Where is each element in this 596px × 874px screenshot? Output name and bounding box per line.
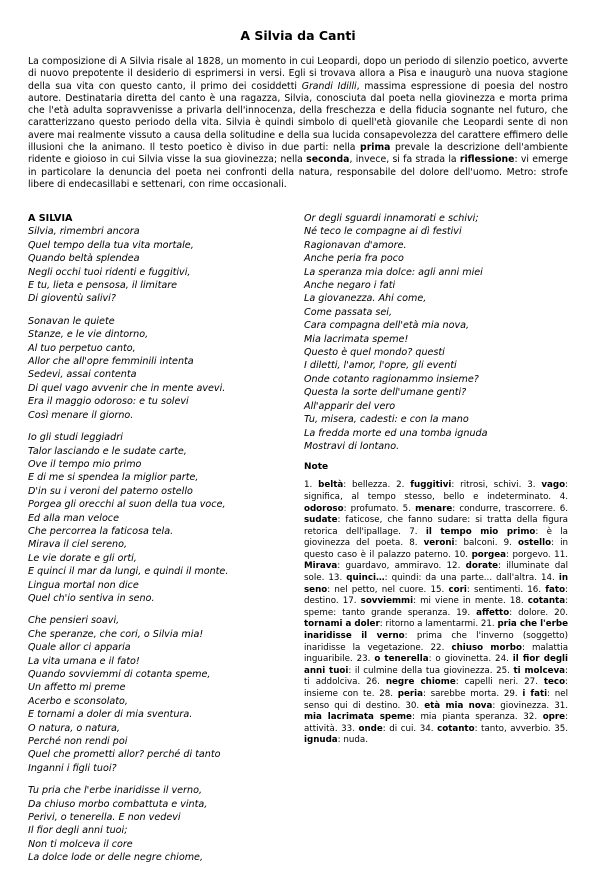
note-term: dorate [465, 561, 499, 572]
verse-line: Un affetto mi preme [28, 682, 126, 694]
verse-line: Ed alla man veloce [28, 512, 119, 524]
verse-line: Porgea gli orecchi al suon della tua voce, [28, 499, 226, 511]
notes-heading: Note [304, 462, 329, 473]
verse-line: Quel che prometti allor? perché di tanto [28, 749, 221, 761]
note-term: ti molceva [513, 665, 566, 676]
note-term: cotanto [437, 723, 475, 734]
stanza [28, 784, 290, 864]
verse-line: E di me si spendea la miglior parte, [28, 472, 199, 484]
note-term: il tempo mio primo [425, 526, 536, 537]
note-definition: sarebbe morta. [430, 689, 500, 699]
note-number: 27. [524, 677, 538, 688]
note-definition: quindi: da una parte... dall'altra. [391, 573, 537, 584]
stanza [28, 431, 290, 605]
note-term: pria che l'erbe inaridisse il verno [304, 619, 568, 642]
verse-line: D'in su i veroni del paterno ostello [28, 485, 193, 497]
note-number: 34. [419, 723, 434, 734]
note-term: ignuda [304, 735, 338, 746]
note-number: 25. [496, 665, 510, 676]
note-definition: attività. [304, 723, 338, 734]
note-number: 21. [480, 619, 495, 630]
notes-list: 1. beltà: bellezza. 2. fuggitivi: ritrosi, schivi. 3. vago: significa, al tempo stesso, bello e indeterminato. 4. odoroso: profumato. 5. menare: condurre, trascorrere. 6. sudate: faticose, che fanno sudare: si tratta della figura retorica dell'ipallage. 7. il tempo mio primo: è la giovinezza del poeta. 8. veroni: balconi. 9. ostello: in questo caso è il palazzo paterno. 10. porgea: porgevo. 11. Mirava: guardavo, ammiravo. 12. dorate: illuminate dal sole. 13. quinci…: quindi: da una parte... dall'altra. 14. in seno: nel petto, nel cuore. 15. cori: sentimenti. 16. fato: destino. 17. sovviemmi: mi viene in mente. 18. cotanta: speme: tanto grande speranza. 19. affetto: dolore. 20. tornami a doler: ritorno a lamentarmi. 21. pria che l'erbe inaridisse il verno: prima che l'inverno (soggetto) inaridisse la vegetazione. 22. chiuso morbo: malattia inguaribile. 23. o tenerella: o giovinetta. 24. il fior degli anni tuoi: il culmine della tua giovinezza. 25. ti molceva: ti addolciva. 26. negre chiome: capelli neri. 27. teco: insieme con te. 28. peria: sarebbe morta. 29. i fati: nel senso qui di destino. 30. età mia nova: giovinezza. 31. mia lacrimata speme: mia pianta speranza. 32. opre: attività. 33. onde: di cui. 34. cotanto: tanto, avverbio. 35. ignuda: nuda. [304, 480, 569, 746]
note-term: opre [542, 712, 566, 723]
note-definition: di cui. [389, 723, 417, 734]
intro-text-segment: Grandi Idilli [301, 80, 357, 92]
stanza [28, 315, 290, 422]
verse-line: E quinci il mar da lungi, e quindi il monte. [28, 566, 229, 578]
verse-line: Silvia, rimembri ancora [28, 226, 140, 238]
note-number: 3. [527, 480, 536, 491]
verse-line: La giovanezza. Ahi come, [304, 293, 427, 305]
note-definition: balconi. [463, 538, 498, 549]
verse-line: Acerbo e sconsolato, [28, 695, 128, 707]
note-definition: condurre, trascorrere. [459, 503, 556, 514]
note-definition: o giovinetta. [435, 654, 492, 665]
verse-line: Negli occhi tuoi ridenti e fuggitivi, [28, 266, 191, 278]
note-definition: capelli neri. [464, 677, 519, 688]
intro-text-segment: riflessione [459, 154, 515, 166]
poem-title: A SILVIA [28, 213, 73, 224]
note-definition: sentimenti. [473, 584, 524, 595]
verse-line: Non ti molceva il core [28, 838, 133, 850]
poem-right-stanzas [304, 212, 568, 453]
note-term: età mia nova [424, 700, 493, 711]
verse-line: Allor che all'opre femminili intenta [28, 356, 194, 368]
note-term: i fati [522, 689, 548, 699]
note-number: 13. [328, 573, 343, 584]
verse-line: Né teco le compagne ai dì festivi [304, 226, 462, 238]
note-definition: insieme con te. [304, 689, 375, 699]
note-number: 23. [356, 654, 371, 665]
note-definition: guardavo, ammiravo. [345, 561, 442, 572]
note-definition: tanto, avverbio. [481, 723, 551, 734]
note-term: o tenerella [374, 654, 429, 665]
verse-line: Or degli sguardi innamorati e schivi; [304, 213, 479, 224]
note-number: 24. [495, 654, 509, 665]
note-term: beltà [318, 480, 344, 491]
verse-line: Di gioventù salivi? [28, 293, 116, 305]
verse-line: Onde cotanto ragionammo insieme? [304, 373, 479, 385]
note-number: 30. [405, 700, 420, 711]
intro-text-segment: prima [360, 142, 391, 154]
note-number: 32. [523, 712, 538, 723]
verse-line: La fredda morte ed una tomba ignuda [304, 427, 488, 439]
note-definition: in questo caso è il palazzo paterno. [304, 538, 568, 560]
note-definition: ti addolciva. [304, 677, 361, 688]
note-definition: nel senso qui di destino. [304, 689, 568, 711]
note-term: veroni [423, 538, 455, 549]
verse-line: O natura, o natura, [28, 722, 120, 734]
verse-line: Che speranze, che cori, o Silvia mia! [28, 628, 204, 640]
note-term: negre chiome [385, 677, 456, 688]
note-term: odoroso [304, 503, 344, 514]
intro-text-segment: prevale la descrizione dell'ambiente ridente e gioioso in cui Silvia visse la sua giovinezza; nella [28, 142, 568, 166]
note-definition: ritorno a lamentarmi. [385, 619, 479, 630]
note-number: 35. [554, 723, 569, 734]
note-term: ostello [517, 538, 552, 549]
intro-text-segment: seconda [306, 154, 350, 166]
stanza [28, 225, 290, 305]
verse-line: La dolce lode or delle negre chiome, [28, 852, 203, 864]
note-definition: dolore. [518, 607, 549, 618]
note-term: mia lacrimata speme [304, 712, 412, 723]
note-number: 1. [304, 480, 313, 491]
note-number: 2. [396, 480, 405, 491]
note-number: 17. [342, 596, 357, 607]
intro-text-segment: : vi emerge in particolare la denuncia del poeta nei confronti della natura, responsabile del dolore dell'uomo. Metro: strofe libere di endecasillabi e settenari, con rime occasionali. [28, 154, 568, 190]
verse-line: Perivi, o tenerella. E non vedevi [28, 812, 181, 824]
verse-line: Questo è quel mondo? questi [304, 347, 445, 359]
note-definition: giovinezza. [500, 700, 550, 711]
note-definition: bellezza. [352, 480, 391, 491]
note-definition: nuda. [343, 735, 368, 746]
note-number: 11. [554, 549, 568, 560]
verse-line: Quando sovviemmi di cotanta speme, [28, 669, 211, 680]
note-number: 19. [456, 607, 471, 618]
verse-line: Di quel vago avvenir che in mente avevi. [28, 382, 226, 394]
verse-line: Era il maggio odoroso: e tu solevi [28, 396, 189, 408]
verse-line: Mia lacrimata speme! [304, 333, 409, 345]
note-term: affetto [476, 607, 510, 618]
verse-line: Io gli studi leggiadri [28, 432, 123, 444]
stanza [304, 212, 568, 453]
note-term: cotanta [527, 596, 566, 607]
note-number: 10. [454, 549, 469, 560]
note-number: 6. [559, 503, 568, 514]
verse-line: Tu, misera, cadesti: e con la mano [304, 414, 469, 426]
verse-line: All'apparir del vero [304, 400, 396, 412]
note-number: 14. [540, 573, 555, 584]
note-definition: è la giovinezza del poeta. [304, 526, 568, 549]
note-definition: illuminate dal sole. [304, 561, 568, 584]
verse-line: Ragionavan d'amore. [304, 239, 407, 251]
verse-line: Talor lasciando e le sudate carte, [28, 445, 187, 457]
verse-line: Mostravi di lontano. [304, 440, 400, 452]
note-term: sudate [304, 515, 338, 526]
note-definition: malattia inguaribile. [304, 642, 569, 665]
verse-line: Cara compagna dell'età mia nova, [304, 320, 470, 332]
note-term: onde [358, 723, 383, 734]
note-number: 29. [503, 689, 518, 699]
verse-line: Lingua mortal non dice [28, 579, 139, 591]
note-number: 33. [341, 723, 355, 734]
verse-line: Tu pria che l'erbe inaridisse il verno, [28, 785, 202, 797]
poem-column-left [28, 212, 290, 874]
note-number: 9. [503, 538, 512, 549]
verse-line: Le vie dorate e gli orti, [28, 552, 137, 564]
note-definition: il culmine della tua giovinezza. [354, 665, 493, 676]
verse-line: Mirava il ciel sereno, [28, 539, 128, 551]
note-number: 28. [379, 689, 394, 699]
verse-line: I diletti, l'amor, l'opre, gli eventi [304, 360, 457, 372]
note-definition: ritrosi, schivi. [460, 480, 522, 491]
note-term: fuggitivi [410, 480, 452, 491]
poem-left-stanzas [28, 225, 290, 864]
verse-line: E tornami a doler di mia sventura. [28, 709, 193, 721]
verse-line: Ove il tempo mio primo [28, 458, 142, 470]
note-definition: destino. [304, 596, 339, 607]
note-term: menare [415, 503, 453, 514]
note-term: in seno [304, 573, 569, 595]
note-term: porgea [471, 549, 507, 560]
note-number: 15. [430, 584, 445, 595]
note-term: il fior degli anni tuoi [304, 654, 569, 676]
intro-paragraph [28, 56, 568, 191]
note-number: 20. [554, 607, 568, 618]
note-definition: mia pianta speranza. [420, 712, 518, 723]
verse-line: E tu, lieta e pensosa, il limitare [28, 280, 178, 292]
verse-line: Stanze, e le vie dintorno, [28, 329, 149, 341]
note-number: 26. [366, 677, 380, 688]
note-term: chiuso morbo [451, 642, 522, 653]
verse-line: Perché non rendi poi [28, 736, 128, 748]
verse-line: Sonavan le quiete [28, 315, 115, 327]
note-definition: faticose, che fanno sudare: si tratta della figura retorica dell'ipallage. [304, 515, 568, 537]
verse-line: Che percorrea la faticosa tela. [28, 525, 174, 537]
note-number: 31. [554, 700, 569, 711]
note-definition: mi viene in mente. [420, 596, 506, 607]
note-term: fato [545, 584, 566, 595]
note-term: peria [397, 689, 424, 699]
verse-line: Come passata sei, [304, 306, 393, 318]
verse-line: Quel tempo della tua vita mortale, [28, 239, 194, 251]
verse-line: Il fior degli anni tuoi; [28, 825, 128, 837]
poem-column-right [304, 212, 568, 747]
note-number: 8. [409, 538, 418, 549]
verse-line: Da chiuso morbo combattuta e vinta, [28, 798, 208, 810]
note-definition: profumato. [350, 503, 399, 514]
intro-text-segment: , massima espressione di poesia del nostro autore. Destinataria diretta del canto è una ragazza, Silvia, conosciuta dal poeta nella giovinezza e morta prima che l'età adulta sopravvenisse a privarla dell'innocenza, della freschezza e della fiducia sognante nel futuro, che caratterizzano questo periodo della vita. Silvia è quindi simbolo di quell'età giovanile che Leopardi sente di non avere mai realmente vissuto a causa della solitudine e della sua lucida consapevolezza del carattere effimero delle illusioni che la animano. Il testo poetico è diviso in due parti: nella [28, 80, 568, 154]
verse-line: Che pensieri soavi, [28, 615, 120, 627]
note-number: 16. [527, 584, 542, 595]
note-term: vago [541, 480, 566, 491]
note-definition: porgevo. [512, 549, 551, 560]
verse-line: Inganni i figli tuoi? [28, 762, 117, 774]
note-term: tornami a doler [304, 619, 380, 630]
note-number: 22. [430, 642, 445, 653]
note-definition: prima che l'inverno (soggetto) inaridisse la vegetazione. [304, 631, 568, 653]
note-number: 18. [509, 596, 524, 607]
verse-line: Quale allor ci apparia [28, 642, 131, 654]
note-term: teco [543, 677, 566, 688]
verse-line: Così menare il giorno. [28, 409, 134, 421]
page-title: A Silvia da Canti [240, 28, 356, 43]
note-term: cori [448, 584, 467, 595]
verse-line: Anche negaro i fati [304, 280, 396, 292]
note-term: Mirava [304, 561, 338, 572]
verse-line: Questa la sorte dell'umane genti? [304, 387, 467, 399]
note-definition: nel petto, nel cuore. [334, 584, 427, 595]
note-number: 5. [402, 503, 411, 514]
note-number: 4. [559, 491, 568, 502]
verse-line: Sedevi, assai contenta [28, 369, 137, 381]
verse-line: La vita umana e il fato! [28, 655, 140, 667]
note-number: 7. [409, 526, 418, 537]
note-term: sovviemmi [360, 596, 414, 607]
note-definition: speme: tanto grande speranza. [304, 607, 451, 618]
verse-line: La speranza mia dolce: agli anni miei [304, 266, 483, 278]
verse-line: Al tuo perpetuo canto, [28, 342, 136, 354]
stanza [28, 614, 290, 775]
intro-text-segment: La composizione di A Silvia risale al 1828, un momento in cui Leopardi, dopo un periodo di silenzio poetico, avverte di nuovo prepotente il desiderio di esprimersi in versi. Egli si trovava allora a Pisa e inaugurò una nuova stagione della sua vita con questo canto, il primo dei cosiddetti [28, 56, 568, 92]
verse-line: Quel ch'io sentiva in seno. [28, 592, 155, 604]
note-definition: significa, al tempo stesso, bello e indeterminato. [304, 491, 552, 502]
intro-text-segment: , invece, si fa strada la [349, 154, 460, 166]
verse-line: Quando beltà splendea [28, 253, 140, 265]
note-number: 12. [446, 561, 461, 572]
verse-line: Anche peria fra poco [304, 253, 404, 265]
note-term: quinci… [346, 573, 385, 584]
